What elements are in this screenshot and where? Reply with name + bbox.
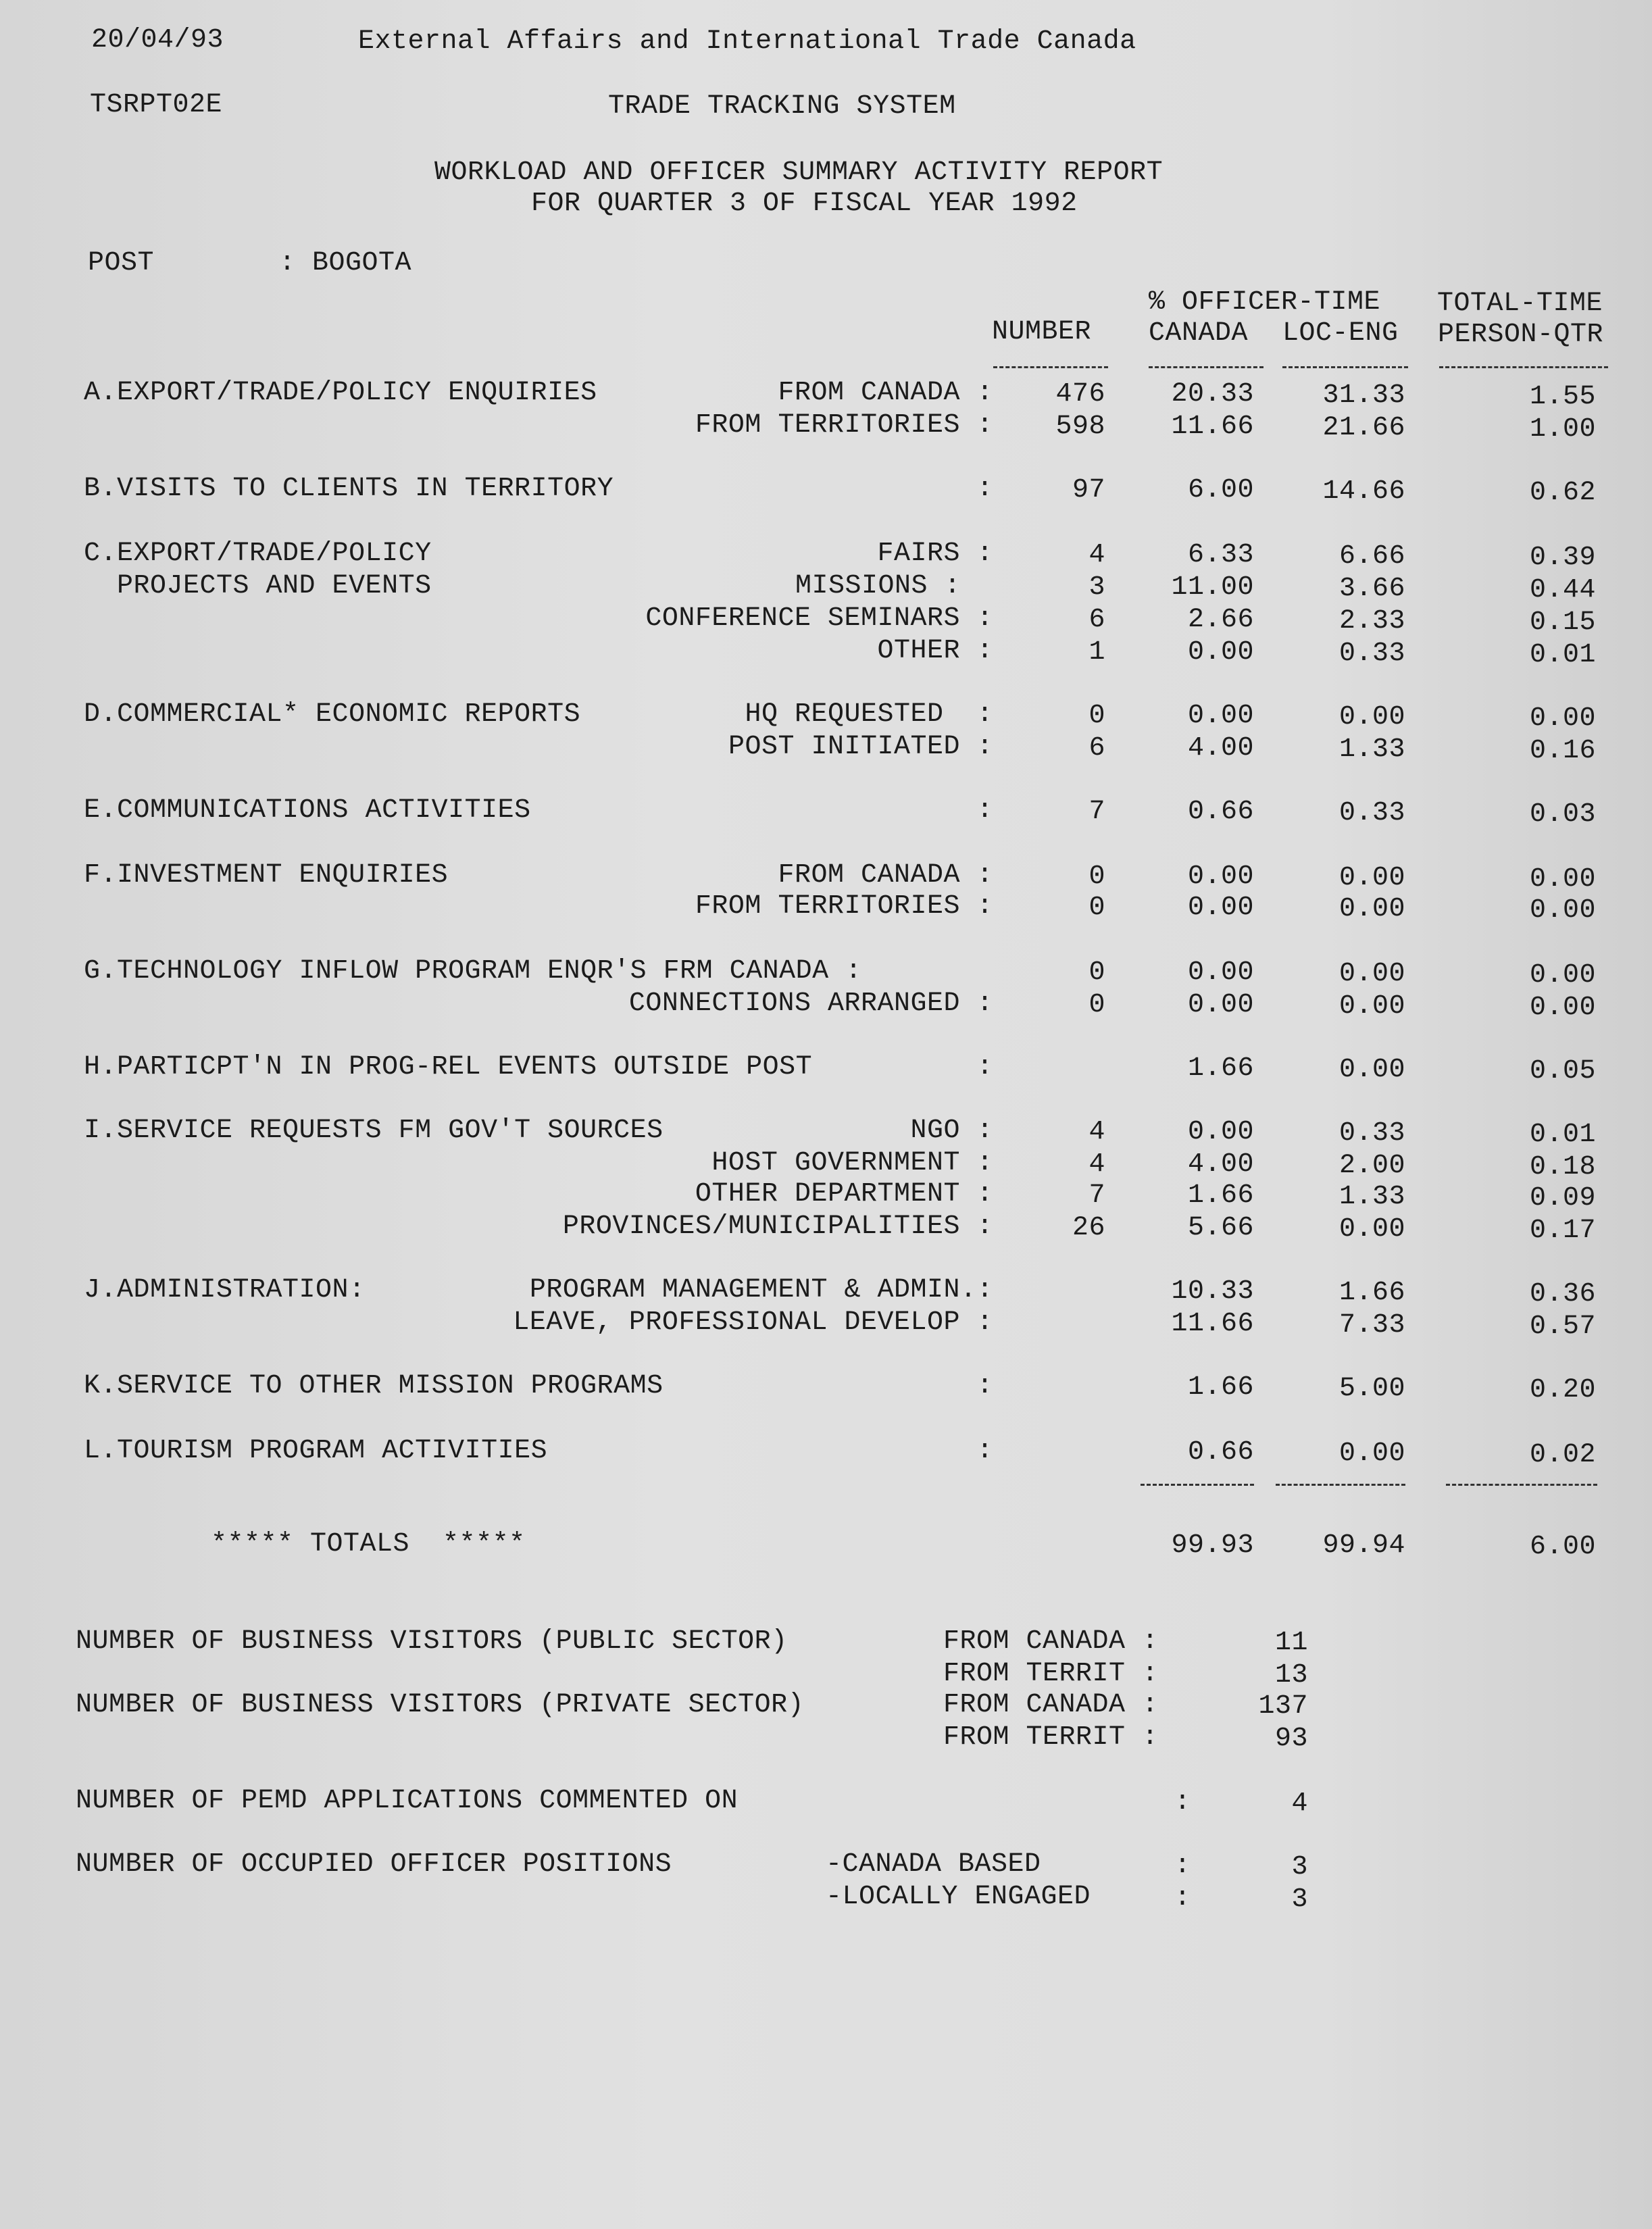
row-canada-pct: 1.66 [1187, 1372, 1254, 1403]
pemd-colon: : [1174, 1787, 1191, 1818]
row-number: 7 [1088, 797, 1105, 827]
row-total-time: 0.03 [1529, 799, 1596, 830]
row-canada-pct: 0.00 [1187, 861, 1254, 892]
row-total-time: 0.00 [1529, 960, 1596, 991]
row-subcategory-label: OTHER : [877, 636, 993, 666]
row-loceng-pct: 1.66 [1338, 1278, 1405, 1308]
row-number: 0 [1088, 990, 1105, 1020]
row-canada-pct: 0.00 [1187, 637, 1254, 668]
report-code: TSRPT02E [90, 90, 223, 120]
row-category-label: G.TECHNOLOGY INFLOW PROGRAM ENQR'S FRM CANADA : [84, 956, 862, 986]
report-title-line2: FOR QUARTER 3 OF FISCAL YEAR 1992 [531, 189, 1078, 219]
report-title-line1: WORKLOAD AND OFFICER SUMMARY ACTIVITY REPORT [434, 157, 1163, 188]
visitors-private-territ-value: 93 [1274, 1724, 1308, 1754]
row-number: 0 [1088, 701, 1105, 731]
row-subcategory-label: : [976, 1052, 993, 1082]
row-subcategory-label: MISSIONS : [795, 571, 961, 601]
row-category-label: J.ADMINISTRATION: [84, 1275, 366, 1305]
row-number: 598 [1055, 411, 1105, 442]
row-total-time: 0.62 [1529, 478, 1596, 508]
row-loceng-pct: 1.33 [1338, 1182, 1405, 1212]
row-canada-pct: 11.00 [1171, 572, 1254, 603]
row-category-label: C.EXPORT/TRADE/POLICY [84, 539, 432, 569]
row-canada-pct: 6.00 [1187, 475, 1254, 505]
row-subcategory-label: : [976, 474, 993, 504]
positions-canada-label: -CANADA BASED [826, 1849, 1041, 1880]
row-canada-pct: 6.33 [1187, 540, 1254, 570]
row-total-time: 1.00 [1529, 414, 1596, 445]
positions-local-value: 3 [1291, 1884, 1308, 1915]
totals-rule-loceng [1276, 1484, 1405, 1486]
row-subcategory-label: PROGRAM MANAGEMENT & ADMIN.: [529, 1275, 993, 1305]
row-subcategory-label: : [976, 1436, 993, 1466]
header-rule-canada [1149, 366, 1263, 368]
row-number: 26 [1072, 1213, 1105, 1243]
row-subcategory-label: NGO : [910, 1116, 993, 1146]
row-loceng-pct: 7.33 [1338, 1310, 1405, 1341]
row-category-label: K.SERVICE TO OTHER MISSION PROGRAMS [84, 1371, 664, 1401]
report-date: 20/04/93 [91, 25, 224, 55]
row-total-time: 0.20 [1529, 1375, 1596, 1405]
row-loceng-pct: 0.33 [1338, 1118, 1405, 1149]
row-canada-pct: 1.66 [1187, 1180, 1254, 1211]
row-loceng-pct: 21.66 [1322, 413, 1405, 443]
row-subcategory-label: CONNECTIONS ARRANGED : [628, 988, 993, 1019]
row-total-time: 0.00 [1529, 993, 1596, 1023]
row-number: 6 [1088, 605, 1105, 635]
row-loceng-pct: 0.00 [1338, 894, 1405, 924]
totals-label: ***** TOTALS ***** [211, 1529, 526, 1559]
positions-label: NUMBER OF OCCUPIED OFFICER POSITIONS [76, 1849, 672, 1880]
row-number: 0 [1088, 861, 1105, 892]
row-total-time: 0.57 [1529, 1311, 1596, 1342]
row-category-label: D.COMMERCIAL* ECONOMIC REPORTS [84, 699, 581, 730]
col-total-time: TOTAL-TIME [1437, 289, 1603, 319]
row-subcategory-label: HOST GOVERNMENT : [711, 1148, 993, 1178]
row-subcategory-label: POST INITIATED : [728, 732, 993, 762]
row-loceng-pct: 31.33 [1322, 380, 1405, 411]
totals-rule-total [1446, 1484, 1597, 1486]
visitors-public-territ-label: FROM TERRIT : [943, 1659, 1159, 1689]
visitors-public-canada-label: FROM CANADA : [943, 1626, 1159, 1657]
row-loceng-pct: 5.00 [1338, 1374, 1405, 1404]
row-total-time: 0.18 [1529, 1152, 1596, 1182]
row-loceng-pct: 0.33 [1338, 638, 1405, 669]
col-loc-eng: LOC-ENG [1282, 318, 1399, 349]
row-loceng-pct: 3.66 [1338, 574, 1405, 604]
pemd-label: NUMBER OF PEMD APPLICATIONS COMMENTED ON [76, 1786, 739, 1816]
row-total-time: 0.00 [1529, 703, 1596, 734]
row-number: 97 [1072, 475, 1105, 505]
row-total-time: 0.09 [1529, 1183, 1596, 1213]
row-total-time: 0.36 [1529, 1279, 1596, 1309]
row-number: 7 [1088, 1180, 1105, 1211]
row-category-label: F.INVESTMENT ENQUIRIES [84, 860, 449, 891]
totals-total: 6.00 [1529, 1532, 1596, 1562]
post-label: POST [88, 248, 155, 278]
header-rule-number [993, 366, 1108, 368]
row-canada-pct: 11.66 [1171, 411, 1254, 442]
post-value: : BOGOTA [279, 248, 412, 278]
visitors-public-territ-value: 13 [1274, 1660, 1308, 1690]
row-category-label: B.VISITS TO CLIENTS IN TERRITORY [84, 474, 614, 504]
row-subcategory-label: HQ REQUESTED : [745, 699, 993, 730]
row-loceng-pct: 0.00 [1338, 1438, 1405, 1469]
visitors-private-canada-value: 137 [1258, 1691, 1308, 1722]
row-subcategory-label: LEAVE, PROFESSIONAL DEVELOP : [513, 1307, 993, 1338]
col-canada: CANADA [1149, 318, 1249, 349]
row-subcategory-label: FROM CANADA : [778, 860, 993, 891]
row-canada-pct: 10.33 [1171, 1276, 1254, 1307]
row-category-label: PROJECTS AND EVENTS [84, 571, 432, 601]
row-loceng-pct: 0.00 [1338, 1214, 1405, 1245]
row-canada-pct: 0.66 [1187, 1437, 1254, 1468]
visitors-public-label: NUMBER OF BUSINESS VISITORS (PUBLIC SECTOR) [76, 1626, 788, 1657]
col-officer-time: % OFFICER-TIME [1149, 287, 1381, 318]
row-subcategory-label: FROM TERRITORIES : [695, 891, 993, 922]
row-total-time: 1.55 [1529, 382, 1596, 412]
row-number: 4 [1088, 1149, 1105, 1180]
row-total-time: 0.17 [1529, 1216, 1596, 1246]
row-category-label: A.EXPORT/TRADE/POLICY ENQUIRIES [84, 378, 597, 408]
row-subcategory-label: PROVINCES/MUNICIPALITIES : [562, 1211, 993, 1242]
row-loceng-pct: 0.00 [1338, 1055, 1405, 1085]
row-loceng-pct: 0.00 [1338, 863, 1405, 893]
row-total-time: 0.00 [1529, 864, 1596, 895]
visitors-private-territ-label: FROM TERRIT : [943, 1722, 1159, 1753]
row-total-time: 0.39 [1529, 543, 1596, 573]
row-number: 6 [1088, 733, 1105, 763]
totals-rule-canada [1141, 1484, 1254, 1486]
col-person-qtr: PERSON-QTR [1438, 320, 1604, 350]
row-subcategory-label: CONFERENCE SEMINARS : [645, 603, 993, 634]
row-number: 476 [1055, 379, 1105, 409]
row-loceng-pct: 0.33 [1338, 798, 1405, 828]
row-canada-pct: 4.00 [1187, 1149, 1254, 1180]
row-subcategory-label: OTHER DEPARTMENT : [695, 1179, 993, 1209]
row-subcategory-label: FROM CANADA : [778, 378, 993, 408]
visitors-private-canada-label: FROM CANADA : [943, 1690, 1159, 1720]
row-canada-pct: 2.66 [1187, 605, 1254, 635]
positions-local-colon: : [1174, 1883, 1191, 1913]
system-name: TRADE TRACKING SYSTEM [608, 91, 956, 122]
row-total-time: 0.16 [1529, 736, 1596, 766]
department-name: External Affairs and International Trade Canada [358, 26, 1136, 57]
row-category-label: I.SERVICE REQUESTS FM GOV'T SOURCES [84, 1116, 664, 1146]
row-canada-pct: 11.66 [1171, 1309, 1254, 1339]
row-canada-pct: 20.33 [1171, 379, 1254, 409]
row-loceng-pct: 14.66 [1322, 476, 1405, 507]
positions-local-label: -LOCALLY ENGAGED [826, 1882, 1091, 1912]
row-subcategory-label: FAIRS : [877, 539, 993, 569]
header-rule-total [1439, 366, 1608, 368]
row-canada-pct: 1.66 [1187, 1053, 1254, 1084]
row-canada-pct: 0.00 [1187, 1117, 1254, 1147]
row-number: 0 [1088, 893, 1105, 923]
positions-canada-colon: : [1174, 1851, 1191, 1881]
row-loceng-pct: 6.66 [1338, 541, 1405, 572]
row-canada-pct: 0.00 [1187, 957, 1254, 988]
row-number: 4 [1088, 540, 1105, 570]
pemd-value: 4 [1291, 1788, 1308, 1819]
row-subcategory-label: : [976, 795, 993, 826]
positions-canada-value: 3 [1291, 1852, 1308, 1882]
row-canada-pct: 0.66 [1187, 797, 1254, 827]
row-loceng-pct: 0.00 [1338, 702, 1405, 732]
row-total-time: 0.01 [1529, 640, 1596, 670]
header-rule-loceng [1282, 366, 1408, 368]
visitors-private-label: NUMBER OF BUSINESS VISITORS (PRIVATE SECTOR) [76, 1690, 805, 1720]
row-loceng-pct: 2.00 [1338, 1151, 1405, 1181]
row-subcategory-label: : [976, 1371, 993, 1401]
row-canada-pct: 5.66 [1187, 1213, 1254, 1243]
visitors-public-canada-value: 11 [1274, 1628, 1308, 1658]
row-category-label: E.COMMUNICATIONS ACTIVITIES [84, 795, 531, 826]
row-total-time: 0.44 [1529, 575, 1596, 605]
row-total-time: 0.00 [1529, 895, 1596, 926]
row-canada-pct: 0.00 [1187, 893, 1254, 923]
row-total-time: 0.05 [1529, 1056, 1596, 1086]
col-number: NUMBER [992, 317, 1092, 347]
row-canada-pct: 4.00 [1187, 733, 1254, 763]
row-loceng-pct: 0.00 [1338, 991, 1405, 1022]
row-category-label: L.TOURISM PROGRAM ACTIVITIES [84, 1436, 548, 1466]
row-canada-pct: 0.00 [1187, 701, 1254, 731]
row-total-time: 0.02 [1529, 1440, 1596, 1470]
totals-canada: 99.93 [1171, 1530, 1254, 1561]
row-category-label: H.PARTICPT'N IN PROG-REL EVENTS OUTSIDE POST [84, 1052, 813, 1082]
row-loceng-pct: 0.00 [1338, 959, 1405, 989]
row-number: 0 [1088, 957, 1105, 988]
totals-loceng: 99.94 [1322, 1530, 1405, 1561]
row-number: 1 [1088, 637, 1105, 668]
row-total-time: 0.01 [1529, 1120, 1596, 1150]
row-loceng-pct: 1.33 [1338, 734, 1405, 765]
row-number: 4 [1088, 1117, 1105, 1147]
row-canada-pct: 0.00 [1187, 990, 1254, 1020]
row-total-time: 0.15 [1529, 607, 1596, 638]
row-number: 3 [1088, 572, 1105, 603]
row-subcategory-label: FROM TERRITORIES : [695, 410, 993, 441]
row-loceng-pct: 2.33 [1338, 606, 1405, 636]
